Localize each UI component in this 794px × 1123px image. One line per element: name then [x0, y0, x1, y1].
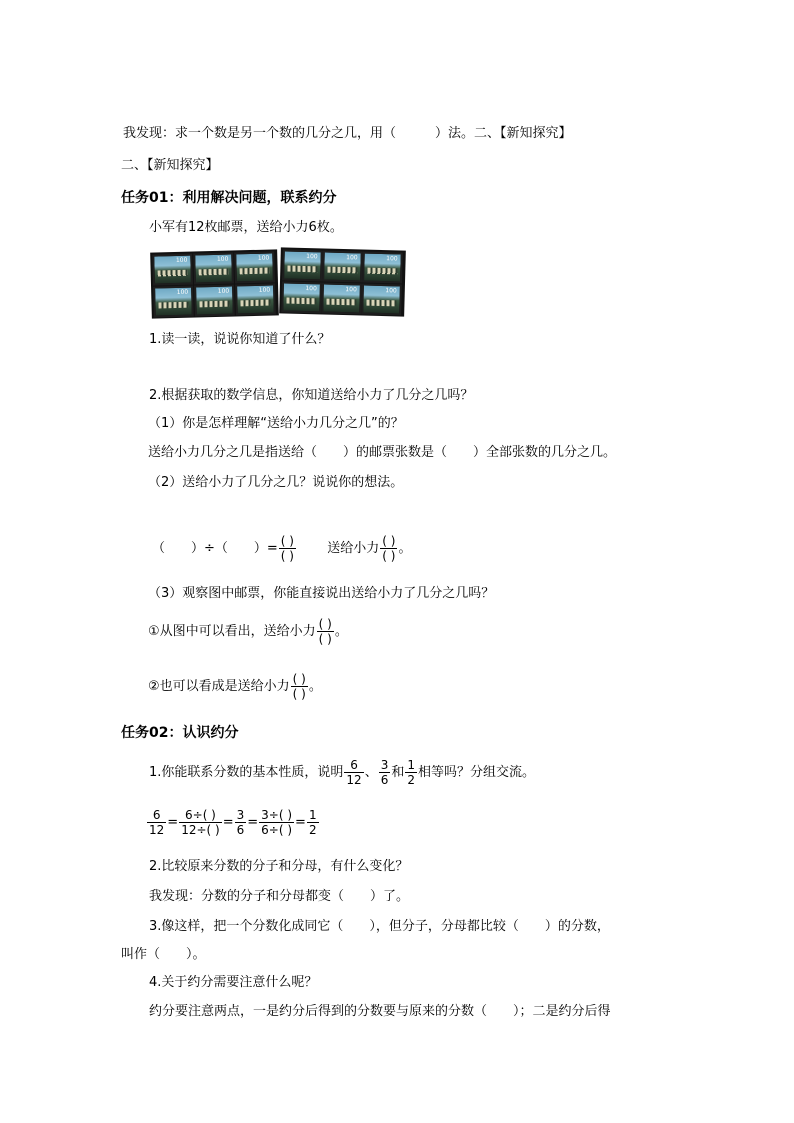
- reduction-chain: $\frac{6}{12}$ = $\frac{6\div( )}{12\div( )}$ = $\frac{3}{6}$ = $\frac{3\div( )}{6\div( )}$ = $\frac{1}{2}$: [149, 808, 317, 837]
- task1-q2-1: （1）你是怎样理解“送给小力几分之几”的？: [148, 416, 404, 431]
- chain-fraction-divide-1: $\frac{6\div( )}{12\div( )}$: [181, 808, 220, 837]
- stamp: 100: [153, 286, 194, 318]
- stamp: 100: [321, 282, 362, 314]
- task1-q2-3: （3）观察图中邮票，你能直接说出送给小力了几分之几吗？: [148, 586, 495, 601]
- section-title: 二、【新知探究】: [121, 158, 219, 173]
- chain-fraction-1-2: $\frac{1}{2}$: [308, 808, 317, 837]
- task1-q2-3-a-row: ①从图中可以看出，送给小力 $\frac{( )}{( )}$ 。: [148, 617, 348, 646]
- discovery-line: 我发现：求一个数是另一个数的几分之几，用（ ）法。二、【新知探究】: [123, 126, 572, 141]
- task2-q3-line2: 叫作（ ）。: [121, 947, 206, 962]
- task2-q2: 2.比较原来分数的分子和分母，有什么变化？: [149, 859, 409, 874]
- task2-q2-answer: 我发现：分数的分子和分母都变（ ）了。: [149, 889, 410, 904]
- stamp: 100: [234, 251, 275, 283]
- stamp: 100: [322, 250, 363, 282]
- result-fraction: $\frac{( )}{( )}$: [280, 534, 294, 563]
- task2-q4-answer: 约分要注意两点，一是约分后得到的分数要与原来的分数（ ）；二是约分后得: [149, 1004, 611, 1019]
- fraction-blank-a: $\frac{( )}{( )}$: [318, 617, 332, 646]
- division-expression: （ ）÷（ ）=: [152, 541, 278, 556]
- fraction-1-2: $\frac{1}{2}$: [407, 758, 415, 787]
- stamp: 100: [235, 283, 276, 315]
- stamp: 100: [194, 284, 235, 316]
- given-to-xiaoli-text: 送给小力: [327, 541, 380, 556]
- task1-q2-3-b-row: ②也可以看成是送给小力 $\frac{( )}{( )}$ 。: [148, 672, 322, 701]
- task1-q1: 1.读一读，说说你知道了什么？: [149, 332, 331, 347]
- task1-q2: 2.根据获取的数学信息，你知道送给小力了几分之几吗？: [149, 388, 474, 403]
- task2-q3-line1: 3.像这样，把一个分数化成同它（ ），但分子，分母都比较（ ）的分数，: [149, 919, 610, 934]
- stamp: 100: [281, 281, 322, 313]
- task2-q4: 4.关于约分需要注意什么呢？: [149, 975, 318, 990]
- stamp: 100: [193, 253, 234, 285]
- task2-title: 任务02：认识约分: [121, 725, 239, 741]
- chain-fraction-6-12: $\frac{6}{12}$: [149, 808, 165, 837]
- task2-q1-row: 1.你能联系分数的基本性质，说明 $\frac{6}{12}$ 、 $\frac{3}{6}$ 和 $\frac{1}{2}$ 相等吗？分组交流。: [149, 758, 536, 787]
- stamp: 100: [361, 284, 402, 316]
- fraction-3-6: $\frac{3}{6}$: [380, 758, 389, 787]
- stamp-sheet-right: [279, 247, 406, 316]
- stamp: 100: [152, 254, 193, 286]
- division-expression-row: （ ）÷（ ）= $\frac{( )}{( )}$ 送给小力 $\frac{( )}{( )}$ 。: [152, 534, 412, 563]
- task1-problem: 小军有12枚邮票，送给小力6枚。: [149, 220, 343, 235]
- chain-fraction-3-6: $\frac{3}{6}$: [236, 808, 245, 837]
- fraction-blank-b: $\frac{( )}{( )}$: [292, 672, 306, 701]
- task1-q2-1-answer: 送给小力几分之几是指送给（ ）的邮票张数是（ ）全部张数的几分之几。: [148, 445, 617, 460]
- stamp: 100: [362, 252, 403, 284]
- stamps-image: [151, 249, 405, 317]
- stamp-sheet-left: [150, 249, 279, 318]
- fraction-6-12: $\frac{6}{12}$: [346, 758, 362, 787]
- task1-title: 任务01：利用解决问题，联系约分: [121, 190, 337, 206]
- given-fraction: $\frac{( )}{( )}$: [382, 534, 396, 563]
- task1-q2-2: （2）送给小力了几分之几？说说你的想法。: [148, 475, 404, 490]
- chain-fraction-divide-2: $\frac{3\div( )}{6\div( )}$: [261, 808, 293, 837]
- stamp: 100: [282, 249, 323, 281]
